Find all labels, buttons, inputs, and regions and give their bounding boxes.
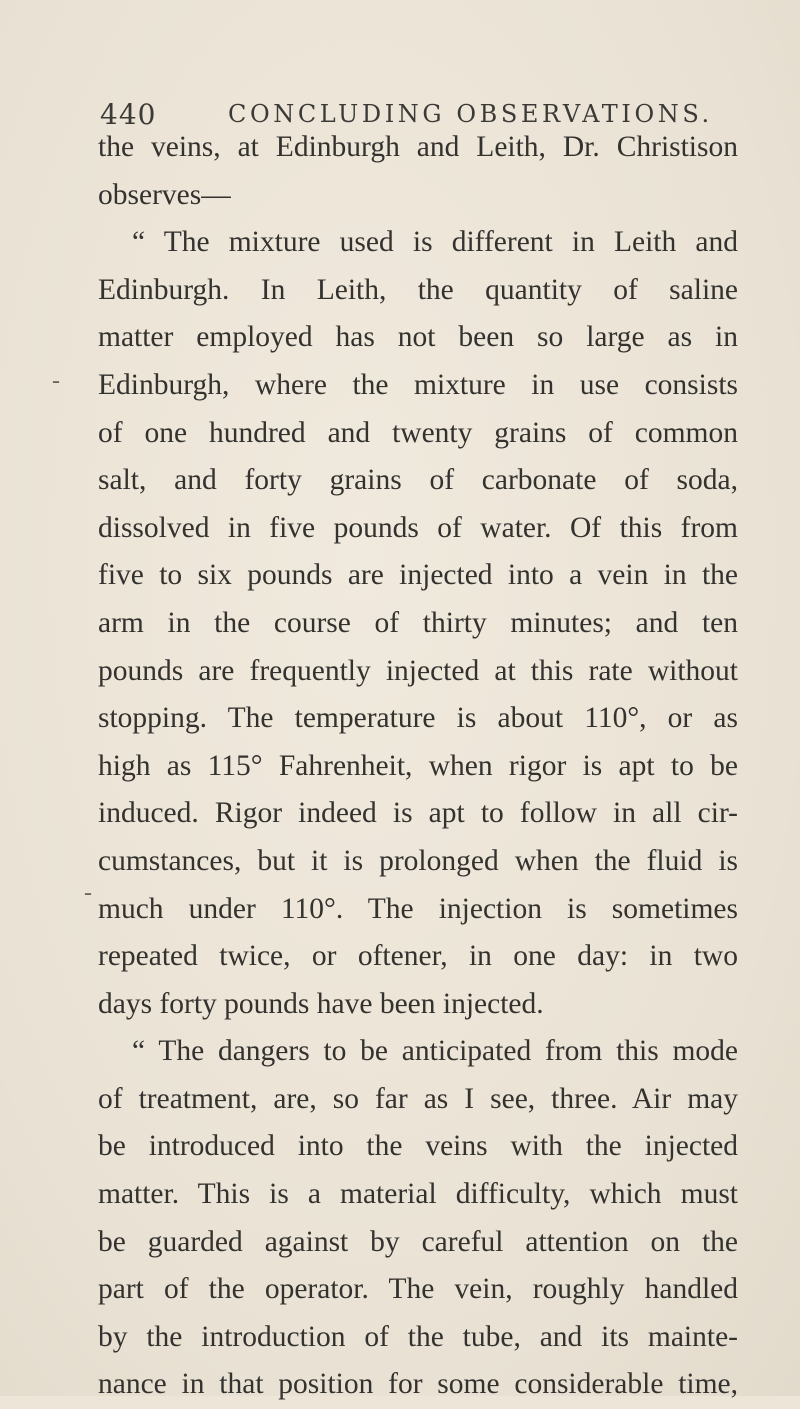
- text-line: much under 110°. The injection is sometimes: [98, 892, 738, 925]
- text-line: matter employed has not been so large as in: [98, 321, 738, 354]
- text-line: five to six pounds are injected into a vein in the: [98, 559, 738, 592]
- text-line: the veins, at Edinburgh and Leith, Dr. Christison: [98, 131, 738, 163]
- margin-mark-dash-lower: -: [84, 880, 92, 906]
- text-line: matter. This is a material difficulty, which must: [98, 1178, 738, 1211]
- text-line: nance in that position for some considerable time,: [98, 1368, 738, 1401]
- text-line: “ The dangers to be anticipated from this mode: [132, 1035, 738, 1068]
- page-number: 440: [100, 98, 157, 131]
- text-line: of treatment, are, so far as I see, three. Air may: [98, 1082, 738, 1115]
- text-line: arm in the course of thirty minutes; and ten: [98, 606, 738, 639]
- text-line: “ The mixture used is different in Leith and: [132, 226, 738, 259]
- text-line: cumstances, but it is prolonged when the fluid is: [98, 844, 738, 877]
- text-line: salt, and forty grains of carbonate of soda,: [98, 464, 738, 497]
- text-line: high as 115° Fahrenheit, when rigor is apt to be: [98, 749, 738, 782]
- text-line: Edinburgh, where the mixture in use consists: [98, 368, 738, 401]
- margin-mark-dash: -: [52, 368, 60, 394]
- text-line: be guarded against by careful attention on the: [98, 1225, 738, 1258]
- text-line: be introduced into the veins with the injected: [98, 1130, 738, 1163]
- body-text: [98, 124, 738, 1409]
- running-head: CONCLUDING OBSERVATIONS.: [228, 100, 713, 128]
- text-line: stopping. The temperature is about 110°, or as: [98, 702, 738, 735]
- text-line: of one hundred and twenty grains of common: [98, 416, 738, 449]
- text-line: days forty pounds have been injected.: [98, 987, 544, 1020]
- text-line: dissolved in five pounds of water. Of this from: [98, 511, 738, 544]
- text-line: part of the operator. The vein, roughly handled: [98, 1273, 738, 1306]
- text-line: observes—: [98, 178, 231, 211]
- text-line: induced. Rigor indeed is apt to follow in all cir-: [98, 797, 738, 830]
- text-line: pounds are frequently injected at this rate without: [98, 654, 738, 687]
- text-line: repeated twice, or oftener, in one day: in two: [98, 940, 738, 973]
- text-line: by the introduction of the tube, and its mainte-: [98, 1320, 738, 1353]
- text-line: Edinburgh. In Leith, the quantity of saline: [98, 273, 738, 306]
